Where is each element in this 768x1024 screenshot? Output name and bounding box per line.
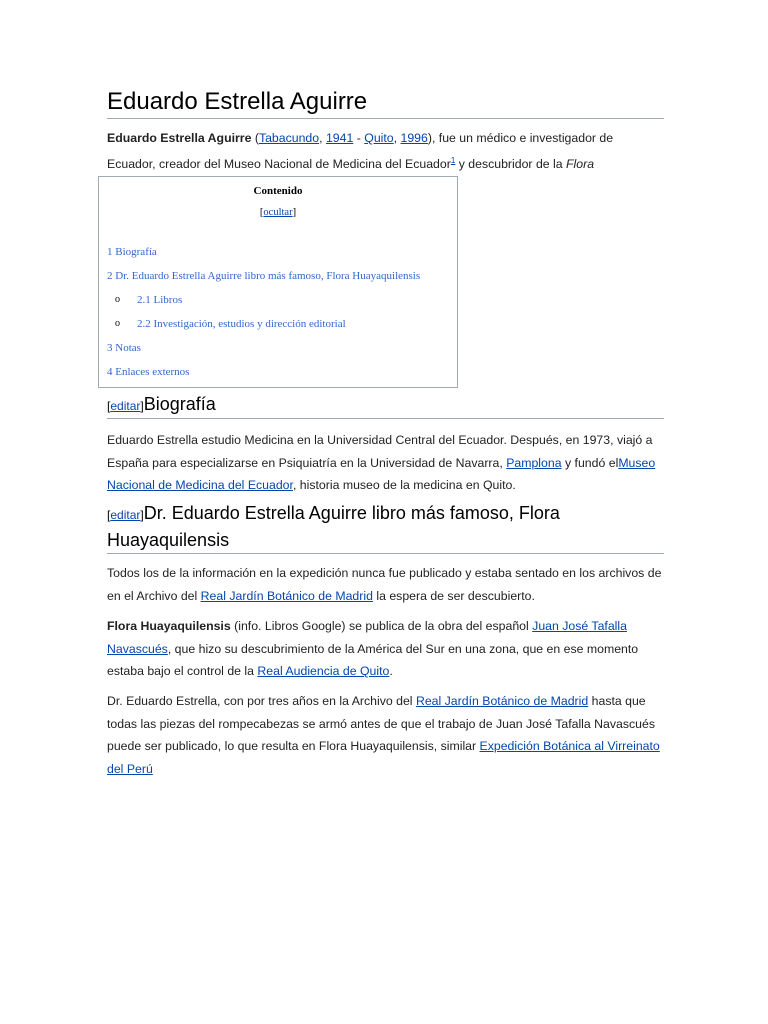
link-jardin-botanico[interactable]: Real Jardín Botánico de Madrid <box>200 588 373 603</box>
toc-title: Contenido <box>253 185 303 197</box>
text: - <box>353 131 365 145</box>
link-expedicion-botanica[interactable]: Expedición Botánica al Virreinato del Perú <box>107 739 660 776</box>
text: y fundó el <box>561 455 619 470</box>
link-jardin-botanico[interactable]: Real Jardín Botánico de Madrid <box>415 694 589 708</box>
toc-link-libro[interactable]: 2 Dr. Eduardo Estrella Aguirre libro más famoso, Flora Huayaquilensis <box>107 270 421 282</box>
paragraph <box>107 615 663 683</box>
link-tabacundo[interactable]: Tabacundo <box>258 131 320 145</box>
heading-text: Dr. Eduardo Estrella Aguirre libro más famoso, Flora Huayaquilensis <box>107 503 560 550</box>
text: , <box>393 131 401 145</box>
toc-item <box>107 366 189 378</box>
text: ), fue un médico e investigador de Ecuador, creador del Museo Nacional de Medicina del Ecuador <box>107 131 614 171</box>
text: , historia museo de la medicina en Quito. <box>292 478 516 492</box>
edit-section <box>107 399 144 413</box>
text: Eduardo Estrella estudio Medicina en la Universidad Central del Ecuador. Después, en 1973, viajó a España para especializarse en Psiquiatría en la Universidad de Navarra, <box>107 433 653 470</box>
flora-italic: Flora <box>566 156 595 171</box>
section-heading-libro <box>107 500 664 554</box>
link-1996[interactable]: 1996 <box>400 131 428 145</box>
text: ( <box>251 131 259 145</box>
text: [ <box>259 207 264 218</box>
text: ] <box>292 207 297 218</box>
section-heading-biografia <box>107 392 664 419</box>
edit-section <box>107 508 144 522</box>
toc-link-libros[interactable]: 2.1 Libros <box>137 294 183 306</box>
text: [ <box>107 399 111 413</box>
link-real-audiencia[interactable]: Real Audiencia de Quito <box>257 664 390 678</box>
toc-link-notas[interactable]: 3 Notas <box>107 342 141 354</box>
toc-link-biografia[interactable]: 1 Biografía <box>107 246 157 258</box>
text: Dr. Eduardo Estrella, con por tres años en la Archivo del <box>107 694 416 708</box>
paragraph <box>107 562 663 607</box>
link-museo[interactable]: Museo Nacional de Medicina del Ecuador <box>107 455 656 492</box>
edit-link[interactable]: editar <box>110 399 141 413</box>
text: , que hizo su descubrimiento de la América del Sur en una zona, que en ese momento estaba bajo el control de la <box>107 641 639 678</box>
link-quito[interactable]: Quito <box>364 131 394 145</box>
toc-bullet: o <box>115 318 120 329</box>
toc-item <box>137 294 182 306</box>
table-of-contents <box>98 176 458 388</box>
text: [ <box>107 508 111 522</box>
toc-item <box>137 318 346 330</box>
text: ] <box>140 508 144 522</box>
biografia-paragraph <box>107 429 663 497</box>
toc-bullet: o <box>115 294 120 305</box>
text: ] <box>140 399 144 413</box>
link-1941[interactable]: 1941 <box>325 131 354 145</box>
paragraph <box>107 690 663 780</box>
subject-name: Eduardo Estrella Aguirre <box>107 131 252 145</box>
toc-toggle <box>99 207 457 218</box>
text: la espera de ser descubierto. <box>372 588 535 603</box>
link-tafalla[interactable]: Juan José Tafalla Navascués <box>107 619 627 656</box>
link-pamplona[interactable]: Pamplona <box>506 455 562 470</box>
toc-item <box>107 270 420 282</box>
toc-link-investigacion[interactable]: 2.2 Investigación, estudios y dirección editorial <box>137 318 346 330</box>
toc-item <box>107 342 141 354</box>
toc-hide-link[interactable]: ocultar <box>263 207 293 218</box>
flora-bold: Flora Huayaquilensis <box>107 619 231 633</box>
text: , <box>319 131 326 145</box>
reference-link[interactable]: 1 <box>450 155 456 165</box>
toc-item <box>107 246 157 258</box>
toc-link-enlaces[interactable]: 4 Enlaces externos <box>107 366 190 378</box>
heading-text: Biografía <box>143 394 216 414</box>
edit-link[interactable]: editar <box>110 508 141 522</box>
text: hasta que todas las piezas del rompecabezas se armó antes de que el trabajo de Juan José Tafalla Navascués puede ser publicado, lo que resulta en Flora Huayaquilensis, similar <box>107 694 655 753</box>
text: y descubridor de la <box>455 156 567 171</box>
text: Todos los de la información en la expedición nunca fue publicado y estaba sentado en los archivos de en el Archivo del <box>107 566 662 603</box>
page-title: Eduardo Estrella Aguirre <box>107 86 664 119</box>
text: . <box>389 664 393 678</box>
text: (info. Libros Google) se publica de la obra del español <box>230 619 533 633</box>
